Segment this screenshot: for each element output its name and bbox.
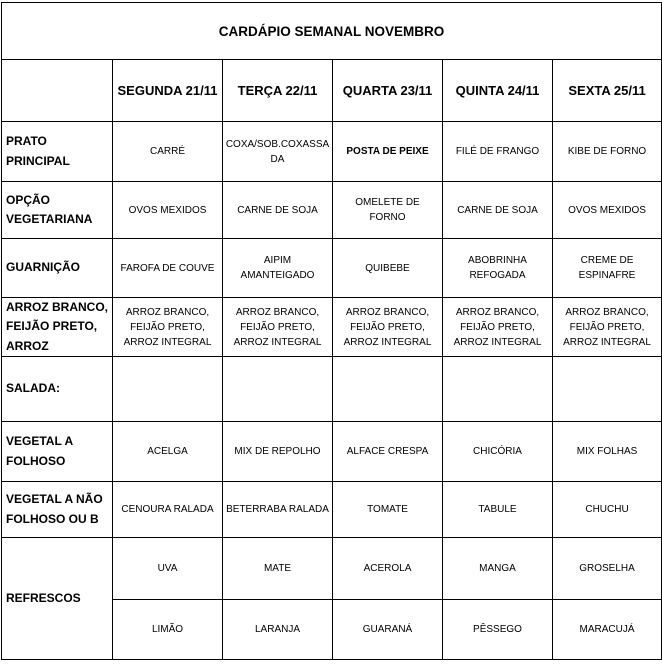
row-label-arroz-feijao: ARROZ BRANCO, FEIJÃO PRETO, ARROZ	[2, 298, 113, 357]
col-header-quinta: QUINTA 24/11	[443, 60, 553, 122]
menu-cell: ARROZ BRANCO, FEIJÃO PRETO, ARROZ INTEGRAL	[223, 298, 333, 357]
menu-cell: CARNE DE SOJA	[223, 182, 333, 239]
menu-cell: ABOBRINHA REFOGADA	[443, 239, 553, 298]
menu-cell: UVA	[113, 538, 223, 600]
menu-cell: MARACUJÁ	[553, 600, 662, 660]
menu-cell: MATE	[223, 538, 333, 600]
menu-cell: ACEROLA	[333, 538, 443, 600]
menu-cell: MIX FOLHAS	[553, 422, 662, 482]
col-header-quarta: QUARTA 23/11	[333, 60, 443, 122]
row-label-salada: SALADA:	[2, 357, 113, 422]
col-header-segunda: SEGUNDA 21/11	[113, 60, 223, 122]
table-row	[2, 122, 662, 182]
menu-cell: ACELGA	[113, 422, 223, 482]
menu-cell: QUIBEBE	[333, 239, 443, 298]
row-label-prato-principal: PRATO PRINCIPAL	[2, 122, 113, 182]
menu-cell	[223, 357, 333, 422]
menu-cell	[113, 357, 223, 422]
row-label-vegetal-folhoso: VEGETAL A FOLHOSO	[2, 422, 113, 482]
menu-cell: GROSELHA	[553, 538, 662, 600]
menu-cell: ALFACE CRESPA	[333, 422, 443, 482]
col-header-terca: TERÇA 22/11	[223, 60, 333, 122]
menu-cell: AIPIM AMANTEIGADO	[223, 239, 333, 298]
menu-cell: BETERRABA RALADA	[223, 482, 333, 538]
menu-cell: CARNE DE SOJA	[443, 182, 553, 239]
menu-cell: CHUCHU	[553, 482, 662, 538]
menu-cell: CHICÓRIA	[443, 422, 553, 482]
menu-cell: CENOURA RALADA	[113, 482, 223, 538]
menu-cell: POSTA DE PEIXE	[333, 122, 443, 182]
menu-cell: LIMÃO	[113, 600, 223, 660]
table-row	[2, 422, 662, 482]
menu-cell: ARROZ BRANCO, FEIJÃO PRETO, ARROZ INTEGRAL	[553, 298, 662, 357]
menu-title: CARDÁPIO SEMANAL NOVEMBRO	[2, 3, 662, 60]
menu-cell: MANGA	[443, 538, 553, 600]
menu-cell: FAROFA DE COUVE	[113, 239, 223, 298]
table-row	[2, 239, 662, 298]
menu-cell: ARROZ BRANCO, FEIJÃO PRETO, ARROZ INTEGRAL	[443, 298, 553, 357]
menu-cell: KIBE DE FORNO	[553, 122, 662, 182]
menu-cell: CARRÉ	[113, 122, 223, 182]
row-label-vegetal-nao-folhoso: VEGETAL A NÃO FOLHOSO OU B	[2, 482, 113, 538]
menu-cell	[553, 357, 662, 422]
table-row	[2, 482, 662, 538]
table-row	[2, 538, 662, 600]
menu-cell: CREME DE ESPINAFRE	[553, 239, 662, 298]
menu-cell: OVOS MEXIDOS	[113, 182, 223, 239]
menu-cell: COXA/SOB.COXASSADA	[223, 122, 333, 182]
menu-cell: GUARANÁ	[333, 600, 443, 660]
menu-cell: OMELETE DE FORNO	[333, 182, 443, 239]
menu-cell: MIX DE REPOLHO	[223, 422, 333, 482]
table-row	[2, 182, 662, 239]
table-row	[2, 357, 662, 422]
menu-cell: TOMATE	[333, 482, 443, 538]
menu-cell: ARROZ BRANCO, FEIJÃO PRETO, ARROZ INTEGRAL	[333, 298, 443, 357]
menu-cell: TABULE	[443, 482, 553, 538]
menu-cell: LARANJA	[223, 600, 333, 660]
menu-cell	[333, 357, 443, 422]
menu-cell: FILÉ DE FRANGO	[443, 122, 553, 182]
menu-cell: ARROZ BRANCO, FEIJÃO PRETO, ARROZ INTEGRAL	[113, 298, 223, 357]
menu-cell	[443, 357, 553, 422]
row-label-opcao-vegetariana: OPÇÃO VEGETARIANA	[2, 182, 113, 239]
table-row	[2, 298, 662, 357]
row-label-guarnicao: GUARNIÇÃO	[2, 239, 113, 298]
menu-cell: PÊSSEGO	[443, 600, 553, 660]
corner-cell	[2, 60, 113, 122]
col-header-sexta: SEXTA 25/11	[553, 60, 662, 122]
menu-cell: OVOS MEXIDOS	[553, 182, 662, 239]
weekly-menu-table	[1, 2, 662, 660]
row-label-refrescos: REFRESCOS	[2, 538, 113, 660]
